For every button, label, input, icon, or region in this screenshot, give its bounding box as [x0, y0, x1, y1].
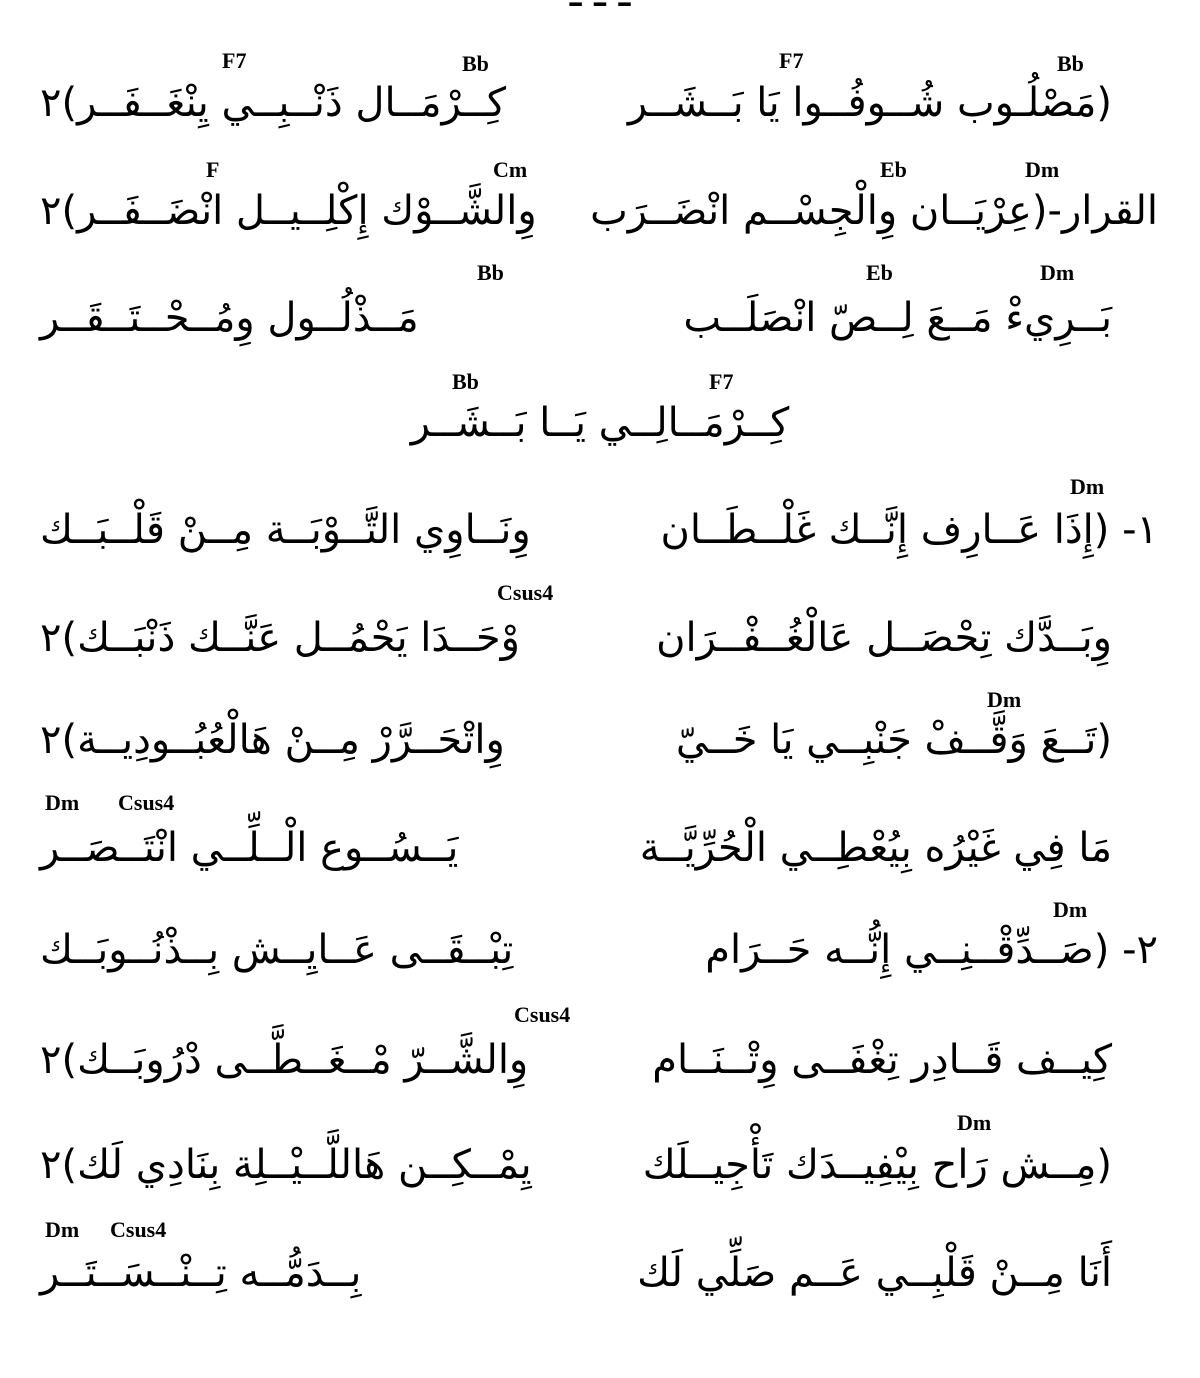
lyric-line-left: وِنَــاوِي التَّــوْبَــة مِــنْ قَلْــبَــك [40, 507, 531, 553]
chord: Eb [880, 157, 907, 182]
chord: Dm [1053, 897, 1088, 922]
lyric-line-left: يِمْــكِــن هَاللَّــيْــلِة بِنَادِي لَك)٢ [40, 1142, 532, 1188]
lyric-line-left: بِــدَمُّــه تِــنْــسَــتَــر [40, 1250, 362, 1296]
lyric-line-right: بَــرِيءْ مَــعَ لِــصّ انْصَلَــب [683, 295, 1112, 341]
lyric-line-left: يَــسُــوع الْــلِّــي انْتَــصَــر [40, 825, 459, 871]
lyric-line-right: ٢- (صَــدِّقْــنِــي إِنُّــه حَــرَام [705, 927, 1158, 973]
chord: Dm [45, 790, 80, 815]
chord: Csus4 [110, 1217, 167, 1242]
lyric-line-left: مَــذْلُــول وِمُــحْــتَــقَــر [40, 295, 419, 341]
lyric-line-right: (تَــعَ وَقَّــفْ جَنْبِــي يَا خَــيّ [675, 717, 1112, 763]
lyric-line-right: كِيــف قَــادِر تِغْفَــى وِتْــنَــام [652, 1037, 1112, 1083]
lyric-line-right: وِبَــدَّك تِحْصَــل عَالْغُــفْــرَان [656, 615, 1112, 661]
chord: Bb [462, 51, 489, 76]
lyric-line-right: مَا فِي غَيْرُه بِيُعْطِــي الْحُرِّيَّــة [639, 825, 1112, 871]
chord: Dm [1070, 474, 1105, 499]
lyric-line-left: تِبْــقَــى عَــايِــش بِــذْنُــوبَــك [40, 927, 514, 973]
chord: Dm [1040, 260, 1075, 285]
lyric-line-left: كِــرْمَــال ذَنْــبِــي يِنْغَــفَــر)٢ [40, 80, 507, 126]
chord: F7 [779, 48, 804, 73]
lyric-line-left: وِالشَّــرّ مْــغَــطَّــى دْرُوبَــك)٢ [40, 1037, 529, 1083]
chord: Bb [1057, 51, 1084, 76]
chord: Csus4 [118, 790, 175, 815]
chord: Dm [957, 1110, 992, 1135]
lyric-line-right: ١- (إِذَا عَــارِف إِنَّــك غَلْــطَــان [660, 507, 1158, 553]
lyric-line-left: وِاتْحَــرَّرْ مِــنْ هَالْعُبُــودِيــة)٢ [40, 717, 505, 763]
lyric-line-right: (مَصْلُـوب شُــوفُــوا يَا بَــشَــر [627, 80, 1112, 126]
lyric-line-left: وِالشَّــوْك إِكْلِــيــل انْضَــفَــر)٢ [40, 188, 537, 234]
cropped-top-line [0, 0, 1200, 16]
chord: Csus4 [497, 580, 554, 605]
chord: Bb [477, 260, 504, 285]
chord: Eb [866, 260, 893, 285]
lyric-line-right: (مِــش رَاح بِيْفِيــدَك تَأْجِيــلَك [642, 1142, 1112, 1188]
lyric-line-left: وْحَــدَا يَحْمُــل عَنَّــك ذَنْبَــك)٢ [40, 615, 520, 661]
chord: Dm [45, 1217, 80, 1242]
chord: Dm [1025, 157, 1060, 182]
chord: F7 [709, 369, 734, 394]
chord: Bb [452, 369, 479, 394]
chord: F [206, 157, 220, 182]
chord: Csus4 [514, 1002, 571, 1027]
lyric-line-center: كِــرْمَــالِــي يَــا بَــشَــر [410, 400, 790, 446]
lyric-line-right: أَنَا مِــنْ قَلْبِــي عَــم صَلِّي لَك [637, 1250, 1112, 1296]
chord: F7 [222, 48, 247, 73]
chord: Dm [987, 687, 1022, 712]
chord: Cm [493, 157, 528, 182]
lyric-line-right: القرار-(عِرْيَــان وِالْجِسْــم انْضَــرَب [590, 188, 1158, 234]
